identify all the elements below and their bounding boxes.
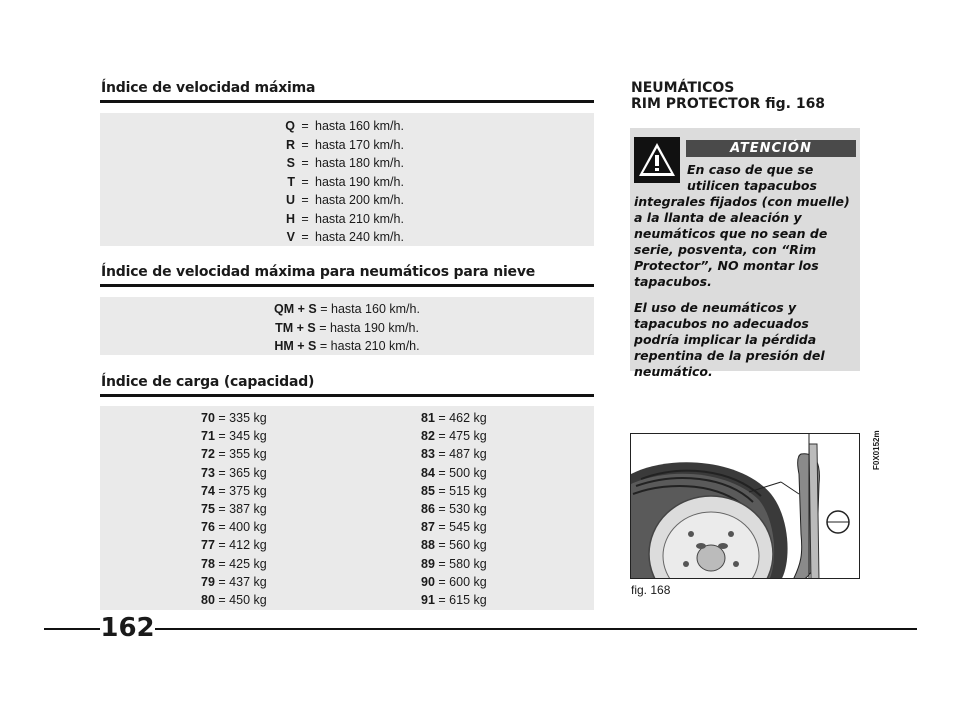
- load-value: = 335 kg: [218, 411, 267, 425]
- speed-value: hasta 170 km/h.: [315, 137, 404, 152]
- load-index-row: [201, 445, 267, 463]
- load-value: = 425 kg: [218, 556, 267, 571]
- snow-index-row: [100, 337, 594, 355]
- load-index-row: [201, 518, 267, 536]
- load-value: = 487 kg: [438, 447, 487, 462]
- load-code: 73: [201, 465, 215, 480]
- load-value: = 615 kg: [438, 593, 487, 607]
- load-code: 76: [201, 520, 215, 535]
- speed-index-rule: [100, 100, 594, 103]
- warning-paragraph-2: El uso de neumáticos y tapacubos no adecuados podría implicar la pérdida repentina de la presión del neumático.: [634, 300, 825, 379]
- load-code: 85: [421, 483, 435, 498]
- load-index-row: [421, 427, 487, 445]
- snow-value: = hasta 160 km/h.: [320, 302, 420, 316]
- snow-index-row: [100, 319, 594, 337]
- load-value: = 365 kg: [218, 465, 267, 480]
- speed-index-row: [100, 210, 594, 228]
- speed-index-row: [100, 173, 594, 191]
- section-title-line1: NEUMÁTICOS: [631, 80, 735, 96]
- speed-value: hasta 200 km/h.: [315, 193, 404, 207]
- snow-value: = hasta 210 km/h.: [319, 339, 420, 353]
- load-value: = 450 kg: [218, 593, 267, 607]
- speed-code: T: [287, 174, 295, 189]
- figure-code: F0X0152m: [872, 430, 881, 470]
- section-title-line2: RIM PROTECTOR fig. 168: [631, 96, 826, 112]
- speed-value: hasta 240 km/h.: [315, 230, 404, 244]
- load-index-row: [201, 427, 267, 445]
- load-code: 75: [201, 502, 215, 516]
- speed-value: hasta 180 km/h.: [315, 156, 404, 170]
- load-index-row: [201, 591, 267, 609]
- load-code: 77: [201, 538, 215, 553]
- load-value: = 345 kg: [218, 429, 267, 444]
- load-index-row: [201, 573, 267, 591]
- warning-line1: En caso de que se: [687, 162, 814, 177]
- footer-rule-left: [44, 628, 100, 630]
- load-value: = 560 kg: [438, 538, 487, 553]
- load-index-row: [421, 591, 487, 609]
- load-index-row: [421, 409, 487, 427]
- load-code: 79: [201, 574, 215, 589]
- snow-code: TM + S: [275, 320, 316, 335]
- speed-index-heading: Índice de velocidad máxima: [101, 80, 316, 96]
- load-code: 91: [421, 593, 435, 607]
- load-code: 82: [421, 429, 435, 444]
- load-value: = 375 kg: [218, 483, 267, 498]
- load-code: 72: [201, 447, 215, 462]
- load-code: 89: [421, 556, 435, 571]
- load-value: = 412 kg: [218, 538, 267, 553]
- speed-index-panel: [100, 113, 594, 246]
- load-value: = 545 kg: [438, 520, 487, 535]
- load-code: 80: [201, 593, 215, 607]
- wheel-illustration: [631, 434, 860, 579]
- equals-sign: =: [301, 193, 309, 207]
- load-code: 81: [421, 411, 435, 425]
- load-value: = 437 kg: [218, 574, 267, 589]
- load-value: = 387 kg: [218, 502, 267, 516]
- snow-index-heading: Índice de velocidad máxima para neumáticos para nieve: [101, 264, 536, 280]
- load-code: 86: [421, 502, 435, 516]
- snow-index-panel: [100, 297, 594, 355]
- speed-code: U: [285, 193, 295, 207]
- load-value: = 515 kg: [438, 483, 487, 498]
- warning-banner: ATENCIÓN: [686, 140, 856, 157]
- load-value: = 400 kg: [218, 520, 267, 535]
- load-code: 70: [201, 411, 215, 425]
- snow-index-row: [100, 300, 594, 318]
- load-index-row: [421, 500, 487, 518]
- section-title: [631, 80, 825, 112]
- load-index-row: [201, 409, 267, 427]
- load-index-row: [201, 500, 267, 518]
- load-value: = 500 kg: [438, 465, 487, 480]
- load-value: = 462 kg: [438, 411, 487, 425]
- equals-sign: =: [301, 230, 309, 244]
- load-index-row: [421, 555, 487, 573]
- load-code: 83: [421, 447, 435, 462]
- load-index-row: [201, 555, 267, 573]
- load-code: 74: [201, 483, 215, 498]
- footer-rule-right: [155, 628, 917, 630]
- figure-caption: fig. 168: [631, 583, 671, 597]
- load-index-row: [201, 464, 267, 482]
- speed-code: S: [286, 156, 295, 170]
- load-index-row: [421, 536, 487, 554]
- equals-sign: =: [301, 137, 309, 152]
- speed-code: H: [285, 211, 295, 226]
- speed-value: hasta 210 km/h.: [315, 211, 404, 226]
- load-value: = 600 kg: [438, 574, 487, 589]
- wheel-rim-protector-figure: [630, 433, 860, 579]
- speed-value: hasta 190 km/h.: [315, 174, 404, 189]
- equals-sign: =: [301, 174, 309, 189]
- speed-code: V: [286, 230, 295, 244]
- load-value: = 530 kg: [438, 502, 487, 516]
- load-index-rule: [100, 394, 594, 397]
- load-index-heading: Índice de carga (capacidad): [101, 374, 315, 390]
- equals-sign: =: [301, 156, 309, 170]
- warning-paragraph-1: integrales fijados (con muelle) a la llanta de aleación y neumáticos que no sean de serie, posventa, con “Rim Protector”, NO montar los tapacubos.: [634, 194, 850, 289]
- load-code: 88: [421, 538, 435, 553]
- equals-sign: =: [301, 211, 309, 226]
- speed-index-row: [100, 191, 594, 209]
- load-index-row: [421, 445, 487, 463]
- load-index-row: [421, 464, 487, 482]
- load-code: 84: [421, 465, 435, 480]
- speed-index-row: [100, 228, 594, 246]
- load-value: = 580 kg: [438, 556, 487, 571]
- load-code: 90: [421, 574, 435, 589]
- warning-line2: utilicen tapacubos: [687, 178, 817, 193]
- speed-index-row: [100, 117, 594, 135]
- load-code: 71: [201, 429, 215, 444]
- snow-value: = hasta 190 km/h.: [319, 320, 419, 335]
- warning-triangle-icon: [634, 137, 680, 183]
- equals-sign: =: [301, 119, 309, 133]
- page-number: 162: [100, 613, 155, 643]
- load-value: = 355 kg: [218, 447, 267, 462]
- speed-value: hasta 160 km/h.: [315, 119, 404, 133]
- speed-code: R: [285, 137, 295, 152]
- snow-code: QM + S: [274, 302, 317, 316]
- load-index-panel: [100, 406, 594, 610]
- snow-code: HM + S: [274, 339, 317, 353]
- load-code: 87: [421, 520, 435, 535]
- load-index-row: [421, 518, 487, 536]
- speed-code: Q: [285, 119, 295, 133]
- load-index-row: [421, 573, 487, 591]
- load-index-row: [421, 482, 487, 500]
- load-value: = 475 kg: [438, 429, 487, 444]
- speed-index-row: [100, 136, 594, 154]
- snow-index-rule: [100, 284, 594, 287]
- load-index-row: [201, 536, 267, 554]
- load-index-row: [201, 482, 267, 500]
- load-code: 78: [201, 556, 215, 571]
- speed-index-row: [100, 154, 594, 172]
